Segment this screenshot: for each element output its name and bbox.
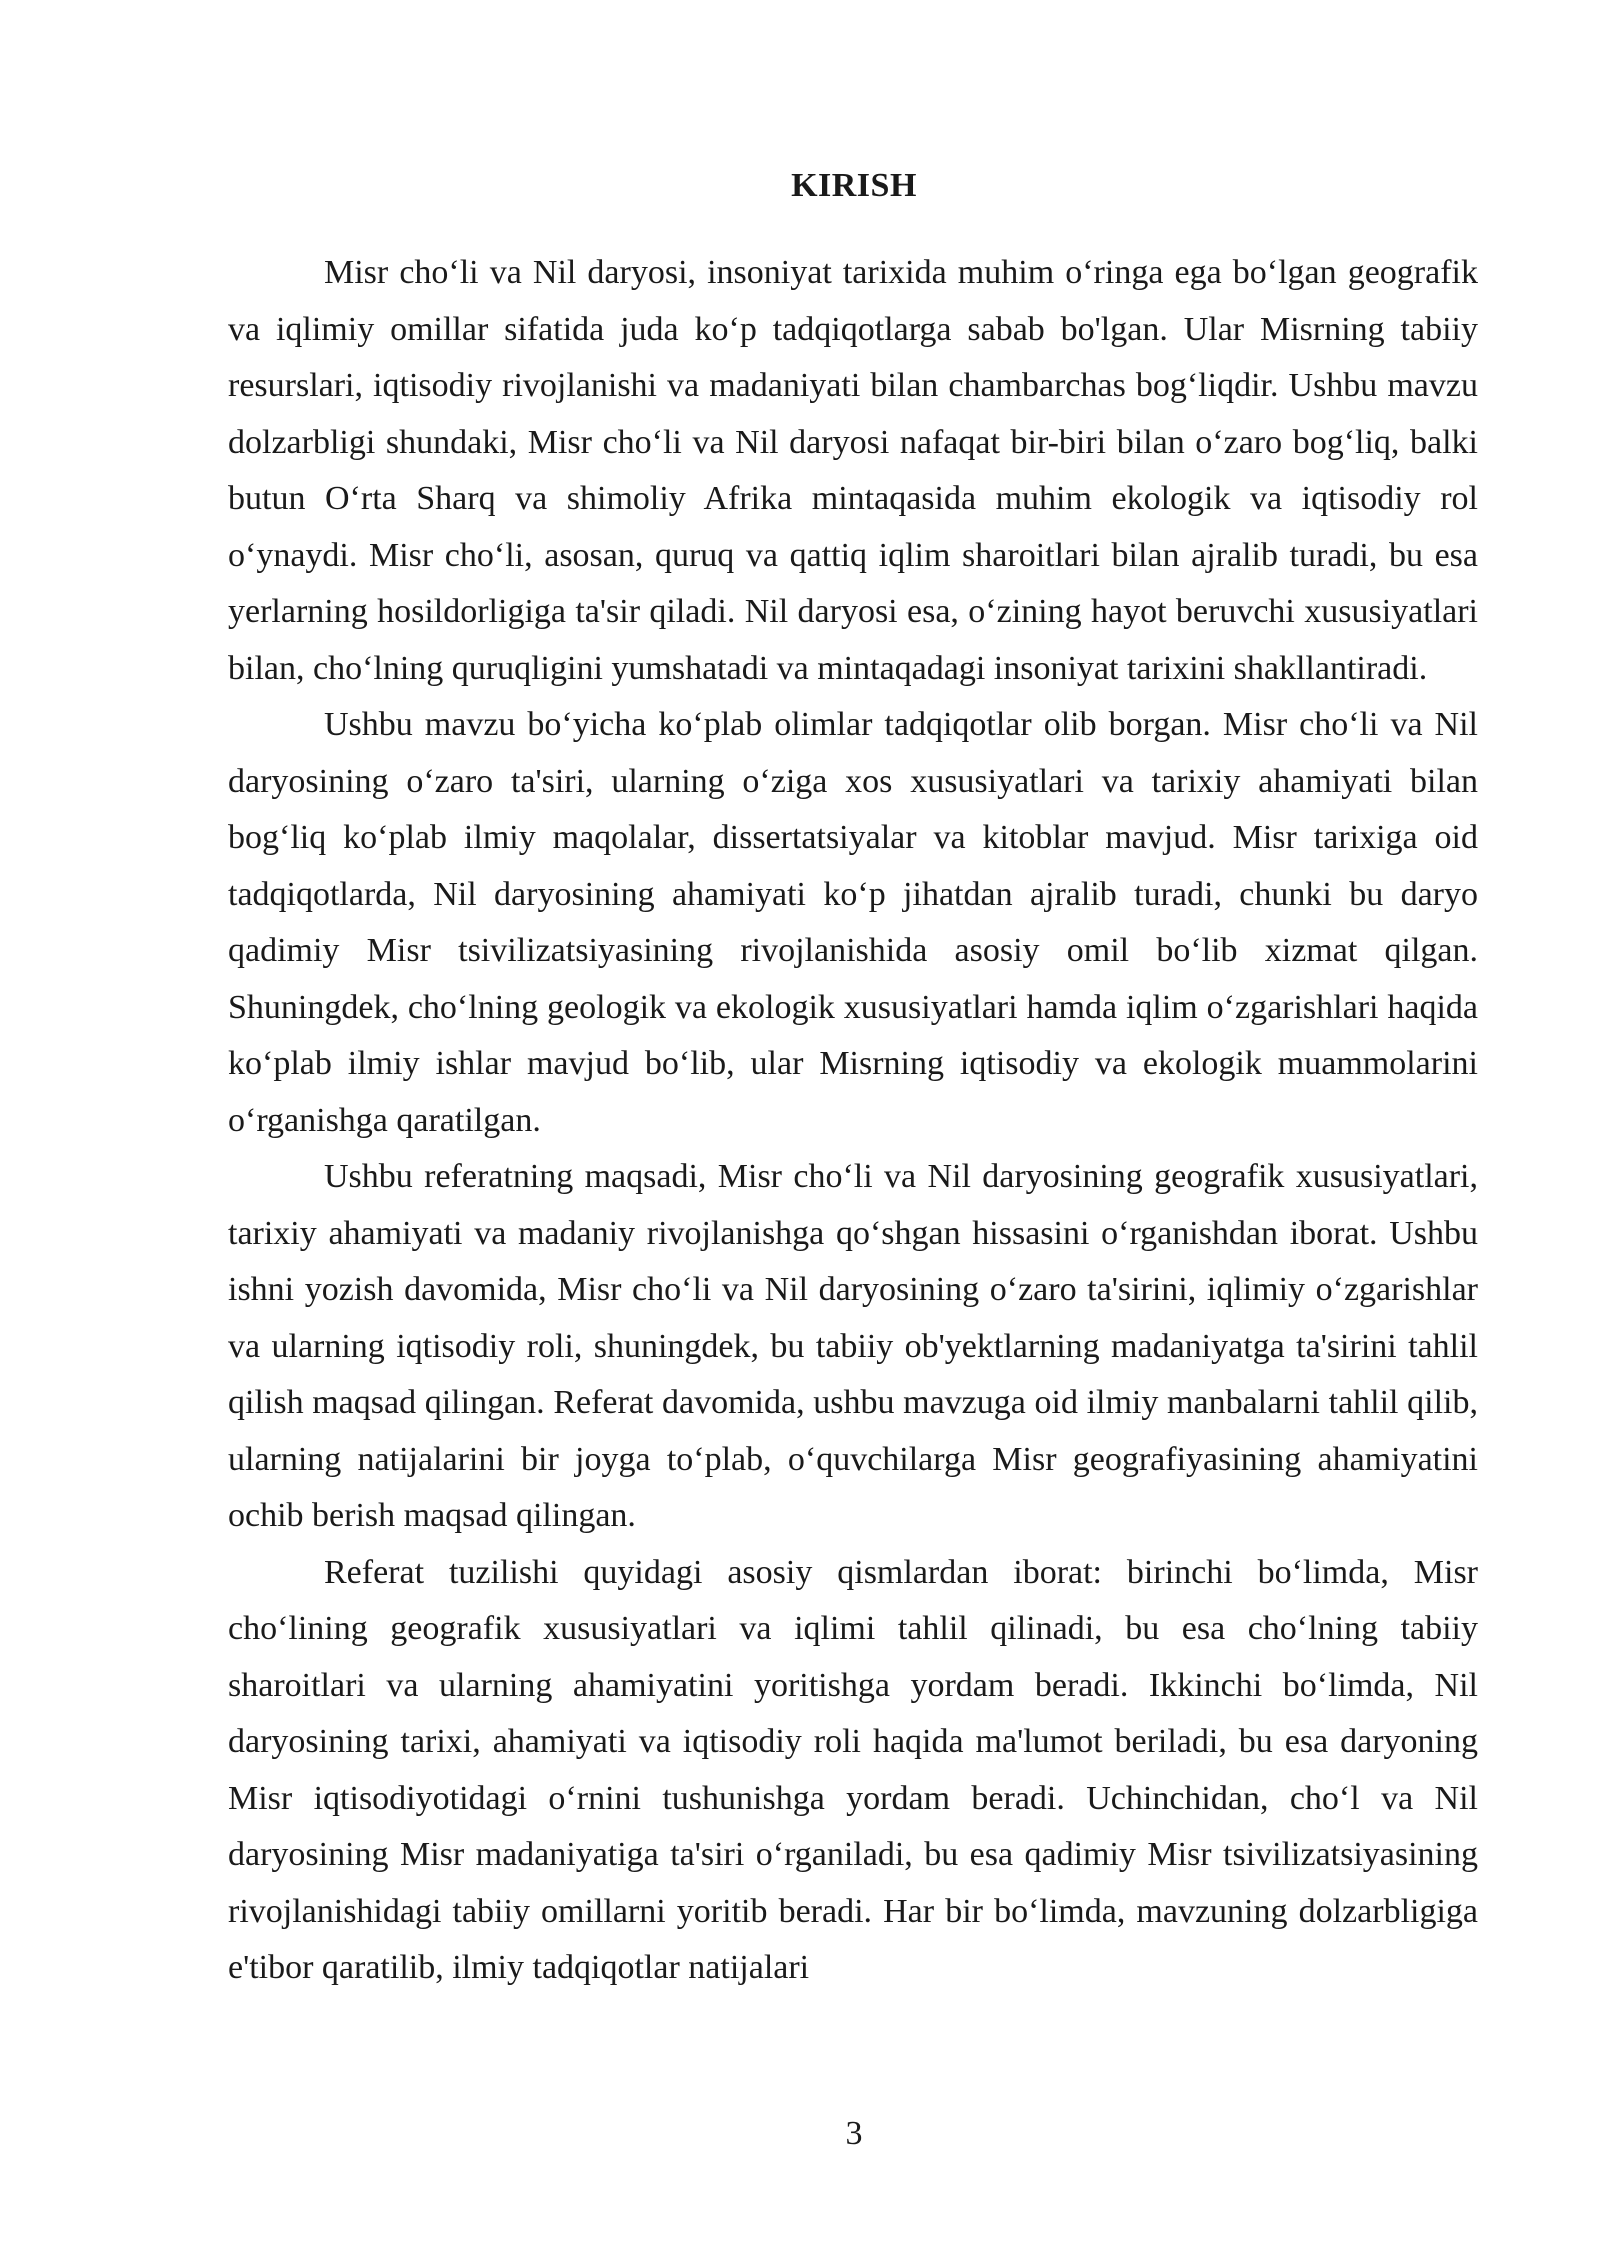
paragraph-2: Ushbu mavzu bo‘yicha ko‘plab olimlar tadqiqotlar olib borgan. Misr cho‘li va Nil daryosining o‘zaro ta'siri, ularning o‘ziga xos xususiyatlari va tarixiy ahamiyati bilan bog‘liq ko‘plab ilmiy maqolalar, dissertatsiyalar va kitoblar mavjud. Misr tarixiga oid tadqiqotlarda, Nil daryosining ahamiyati ko‘p jihatdan ajralib turadi, chunki bu daryo qadimiy Misr tsivilizatsiyasining rivojlanishida asosiy omil bo‘lib xizmat qilgan. Shuningdek, cho‘lning geologik va ekologik xususiyatlari hamda iqlim o‘zgarishlari haqida ko‘plab ilmiy ishlar mavjud bo‘lib, ular Misrning iqtisodiy va ekologik muammolarini o‘rganishga qaratilgan. — [228, 706, 1478, 1139]
paragraph-1: Misr cho‘li va Nil daryosi, insoniyat tarixida muhim o‘ringa ega bo‘lgan geografik va iqlimiy omillar sifatida juda ko‘p tadqiqotlarga sabab bo'lgan. Ular Misrning tabiiy resurslari, iqtisodiy rivojlanishi va madaniyati bilan chambarchas bog‘liqdir. Ushbu mavzu dolzarbligi shundaki, Misr cho‘li va Nil daryosi nafaqat bir-biri bilan o‘zaro bog‘liq, balki butun O‘rta Sharq va shimoliy Afrika mintaqasida muhim ekologik va iqtisodiy rol o‘ynaydi. Misr cho‘li, asosan, quruq va qattiq iqlim sharoitlari bilan ajralib turadi, bu esa yerlarning hosildorligiga ta'sir qiladi. Nil daryosi esa, o‘zining hayot beruvchi xususiyatlari bilan, cho‘lning quruqligini yumshatadi va mintaqadagi insoniyat tarixini shakllantiradi. — [228, 254, 1478, 687]
paragraph-4: Referat tuzilishi quyidagi asosiy qismlardan iborat: birinchi bo‘limda, Misr cho‘lining geografik xususiyatlari va iqlimi tahlil qilinadi, bu esa cho‘lning tabiiy sharoitlari va ularning ahamiyatini yoritishga yordam beradi. Ikkinchi bo‘limda, Nil daryosining tarixi, ahamiyati va iqtisodiy roli haqida ma'lumot beriladi, bu esa daryoning Misr iqtisodiyotidagi o‘rnini tushunishga yordam beradi. Uchinchidan, cho‘l va Nil daryosining Misr madaniyatiga ta'siri o‘rganiladi, bu esa qadimiy Misr tsivilizatsiyasining rivojlanishidagi tabiiy omillarni yoritib beradi. Har bir bo‘limda, mavzuning dolzarbligiga e'tibor qaratilib, ilmiy tadqiqotlar natijalari — [228, 1553, 1478, 1986]
paragraph-3: Ushbu referatning maqsadi, Misr cho‘li va Nil daryosining geografik xususiyatlari, tarixiy ahamiyati va madaniy rivojlanishga qo‘shgan hissasini o‘rganishdan iborat. Ushbu ishni yozish davomida, Misr cho‘li va Nil daryosining o‘zaro ta'sirini, iqlimiy o‘zgarishlar va ularning iqtisodiy roli, shuningdek, bu tabiiy ob'yektlarning madaniyatga ta'sirini tahlil qilish maqsad qilingan. Referat davomida, ushbu mavzuga oid ilmiy manbalarni tahlil qilib, ularning natijalarini bir joyga to‘plab, o‘quvchilarga Misr geografiyasining ahamiyatini ochib berish maqsad qilingan. — [228, 1158, 1478, 1534]
page-number: 3 — [845, 2115, 863, 2152]
section-title: KIRISH — [791, 167, 917, 204]
body-text — [228, 245, 1478, 1997]
